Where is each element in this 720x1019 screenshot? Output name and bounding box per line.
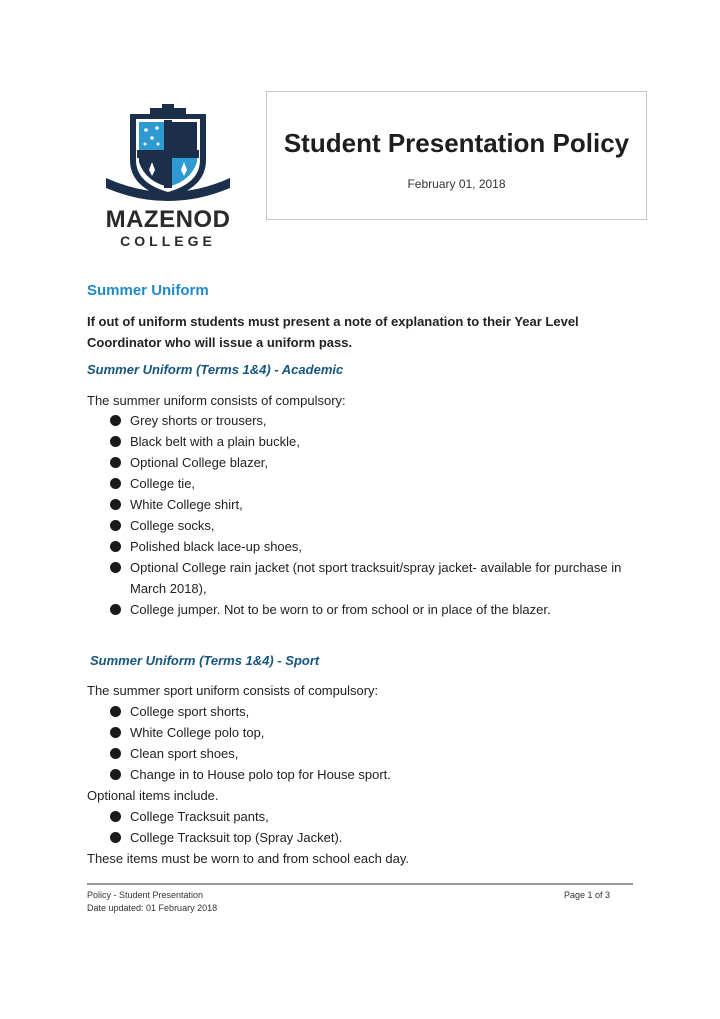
uniform-notice: If out of uniform students must present a note of explanation to their Year Level Coordinator who will issue a uniform pass. xyxy=(87,314,579,350)
academic-items-list xyxy=(108,410,628,620)
bullet-icon xyxy=(110,832,121,843)
bullet-icon xyxy=(110,520,121,531)
footer-divider xyxy=(87,883,633,885)
list-item: Clean sport shoes, xyxy=(108,743,628,764)
sport-intro: The summer sport uniform consists of compulsory: xyxy=(87,683,379,698)
list-item: College jumper. Not to be worn to or from school or in place of the blazer. xyxy=(108,599,628,620)
bullet-icon xyxy=(110,706,121,717)
list-item: Grey shorts or trousers, xyxy=(108,410,628,431)
document-title: Student Presentation Policy xyxy=(283,128,630,158)
list-item: College sport shorts, xyxy=(108,701,628,722)
logo-name-line1: MAZENOD xyxy=(105,206,231,233)
document-date: February 01, 2018 xyxy=(407,177,506,191)
sport-items-list xyxy=(108,701,628,785)
list-item: College Tracksuit pants, xyxy=(108,806,628,827)
list-item: White College shirt, xyxy=(108,494,628,515)
sport-optional-intro: Optional items include. xyxy=(87,788,219,803)
bullet-icon xyxy=(110,562,121,573)
bullet-icon xyxy=(110,457,121,468)
section-heading-summer: Summer Uniform xyxy=(87,282,209,299)
bullet-icon xyxy=(110,436,121,447)
college-crest-icon xyxy=(100,102,236,202)
bullet-icon xyxy=(110,499,121,510)
list-item: College socks, xyxy=(108,515,628,536)
subheading-academic: Summer Uniform (Terms 1&4) - Academic xyxy=(87,362,344,377)
list-item: Change in to House polo top for House sport. xyxy=(108,764,628,785)
bullet-icon xyxy=(110,478,121,489)
title-box xyxy=(266,91,647,220)
bullet-icon xyxy=(110,604,121,615)
list-item: Polished black lace-up shoes, xyxy=(108,536,628,557)
bullet-icon xyxy=(110,415,121,426)
bullet-icon xyxy=(110,811,121,822)
academic-intro: The summer uniform consists of compulsory: xyxy=(87,393,346,408)
footer-doc-name: Policy - Student Presentation xyxy=(87,890,204,900)
college-logo xyxy=(100,102,236,252)
list-item: Optional College rain jacket (not sport tracksuit/spray jacket- available for purchase in March 2018), xyxy=(108,557,628,599)
bullet-icon xyxy=(110,748,121,759)
bullet-icon xyxy=(110,769,121,780)
sport-optional-list xyxy=(108,806,628,848)
subheading-sport: Summer Uniform (Terms 1&4) - Sport xyxy=(90,653,320,668)
bullet-icon xyxy=(110,727,121,738)
list-item: White College polo top, xyxy=(108,722,628,743)
footer-updated: Date updated: 01 February 2018 xyxy=(87,903,218,913)
footer-page-number: Page 1 of 3 xyxy=(563,890,610,900)
list-item: Optional College blazer, xyxy=(108,452,628,473)
logo-name-line2: COLLEGE xyxy=(120,233,216,249)
sport-closing: These items must be worn to and from school each day. xyxy=(87,851,410,866)
list-item: Black belt with a plain buckle, xyxy=(108,431,628,452)
bullet-icon xyxy=(110,541,121,552)
list-item: College tie, xyxy=(108,473,628,494)
list-item: College Tracksuit top (Spray Jacket). xyxy=(108,827,628,848)
